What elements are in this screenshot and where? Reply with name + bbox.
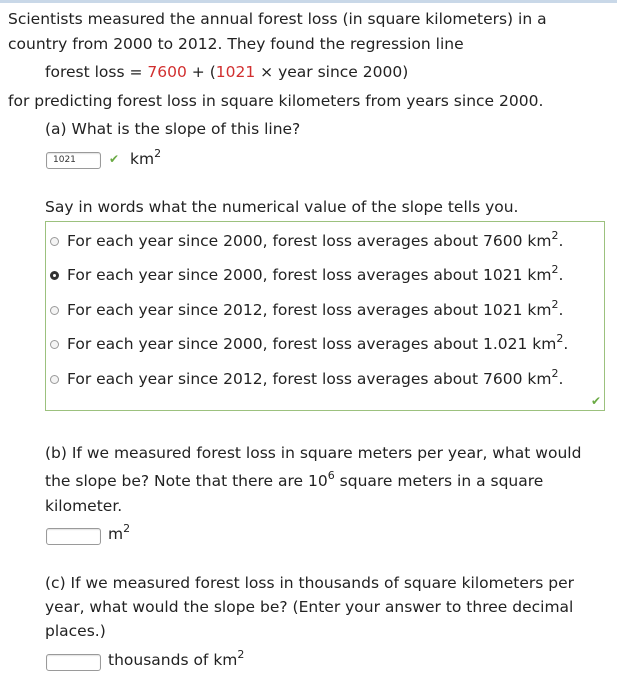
radio-button[interactable] xyxy=(50,340,59,349)
eq-label: forest loss xyxy=(45,63,125,81)
option-4[interactable] xyxy=(46,366,564,388)
thousands-km-answer-input[interactable] xyxy=(46,654,101,671)
option-label: For each year since 2000, forest loss averages about 1.021 $km^2$. xyxy=(67,331,569,353)
eq-intercept: 7600 xyxy=(147,63,187,81)
part-c-line-1: (c) If we measured forest loss in thousands of square kilometers per xyxy=(45,574,575,592)
eq-plus: + ( xyxy=(191,63,216,81)
part-c-line-3: places.) xyxy=(45,622,106,640)
slope-unit: $km^2$ xyxy=(130,146,162,168)
slope-interpretation-prompt: Say in words what the numerical value of the slope tells you. xyxy=(45,198,519,216)
part-b-line-2: the slope be? Note that there are $10^6$ square meters in a square xyxy=(45,468,544,490)
eq-equals: = xyxy=(129,63,143,81)
eq-rest: × year since 2000) xyxy=(260,63,409,81)
intro-line-1: Scientists measured the annual forest loss (in square kilometers) in a xyxy=(8,10,547,28)
top-border xyxy=(0,0,617,3)
correct-check-icon: ✔ xyxy=(109,152,120,166)
radio-button[interactable] xyxy=(50,306,59,315)
square-meters-unit: $m^2$ xyxy=(108,521,131,543)
regression-equation xyxy=(45,63,408,81)
part-b-line-3: kilometer. xyxy=(45,497,123,515)
slope-interpretation-options xyxy=(45,221,605,411)
option-label: For each year since 2000, forest loss averages about 7600 $km^2$. xyxy=(67,228,564,250)
option-2[interactable] xyxy=(46,297,564,319)
thousands-km-unit: thousands of $km^2$ xyxy=(108,647,245,669)
part-b-line-1: (b) If we measured forest loss in square meters per year, what would xyxy=(45,444,582,462)
option-1[interactable] xyxy=(46,262,564,284)
part-a-question: (a) What is the slope of this line? xyxy=(45,120,301,138)
eq-slope: 1021 xyxy=(215,63,256,81)
slope-answer-input[interactable] xyxy=(46,152,101,169)
option-label: For each year since 2000, forest loss averages about 1021 $km^2$. xyxy=(67,262,564,284)
options-correct-check-icon: ✔ xyxy=(590,394,601,408)
part-c-line-2: year, what would the slope be? (Enter your answer to three decimal xyxy=(45,598,574,616)
radio-button[interactable] xyxy=(50,375,59,384)
radio-button[interactable] xyxy=(50,237,59,246)
intro-line-2: country from 2000 to 2012. They found the regression line xyxy=(8,35,464,53)
option-3[interactable] xyxy=(46,331,569,353)
square-meters-answer-input[interactable] xyxy=(46,528,101,545)
option-label: For each year since 2012, forest loss averages about 7600 $km^2$. xyxy=(67,366,564,388)
option-0[interactable] xyxy=(46,228,564,250)
radio-button-selected[interactable] xyxy=(50,271,59,280)
intro-line-4: for predicting forest loss in square kilometers from years since 2000. xyxy=(8,92,544,110)
option-label: For each year since 2012, forest loss averages about 1021 $km^2$. xyxy=(67,297,564,319)
